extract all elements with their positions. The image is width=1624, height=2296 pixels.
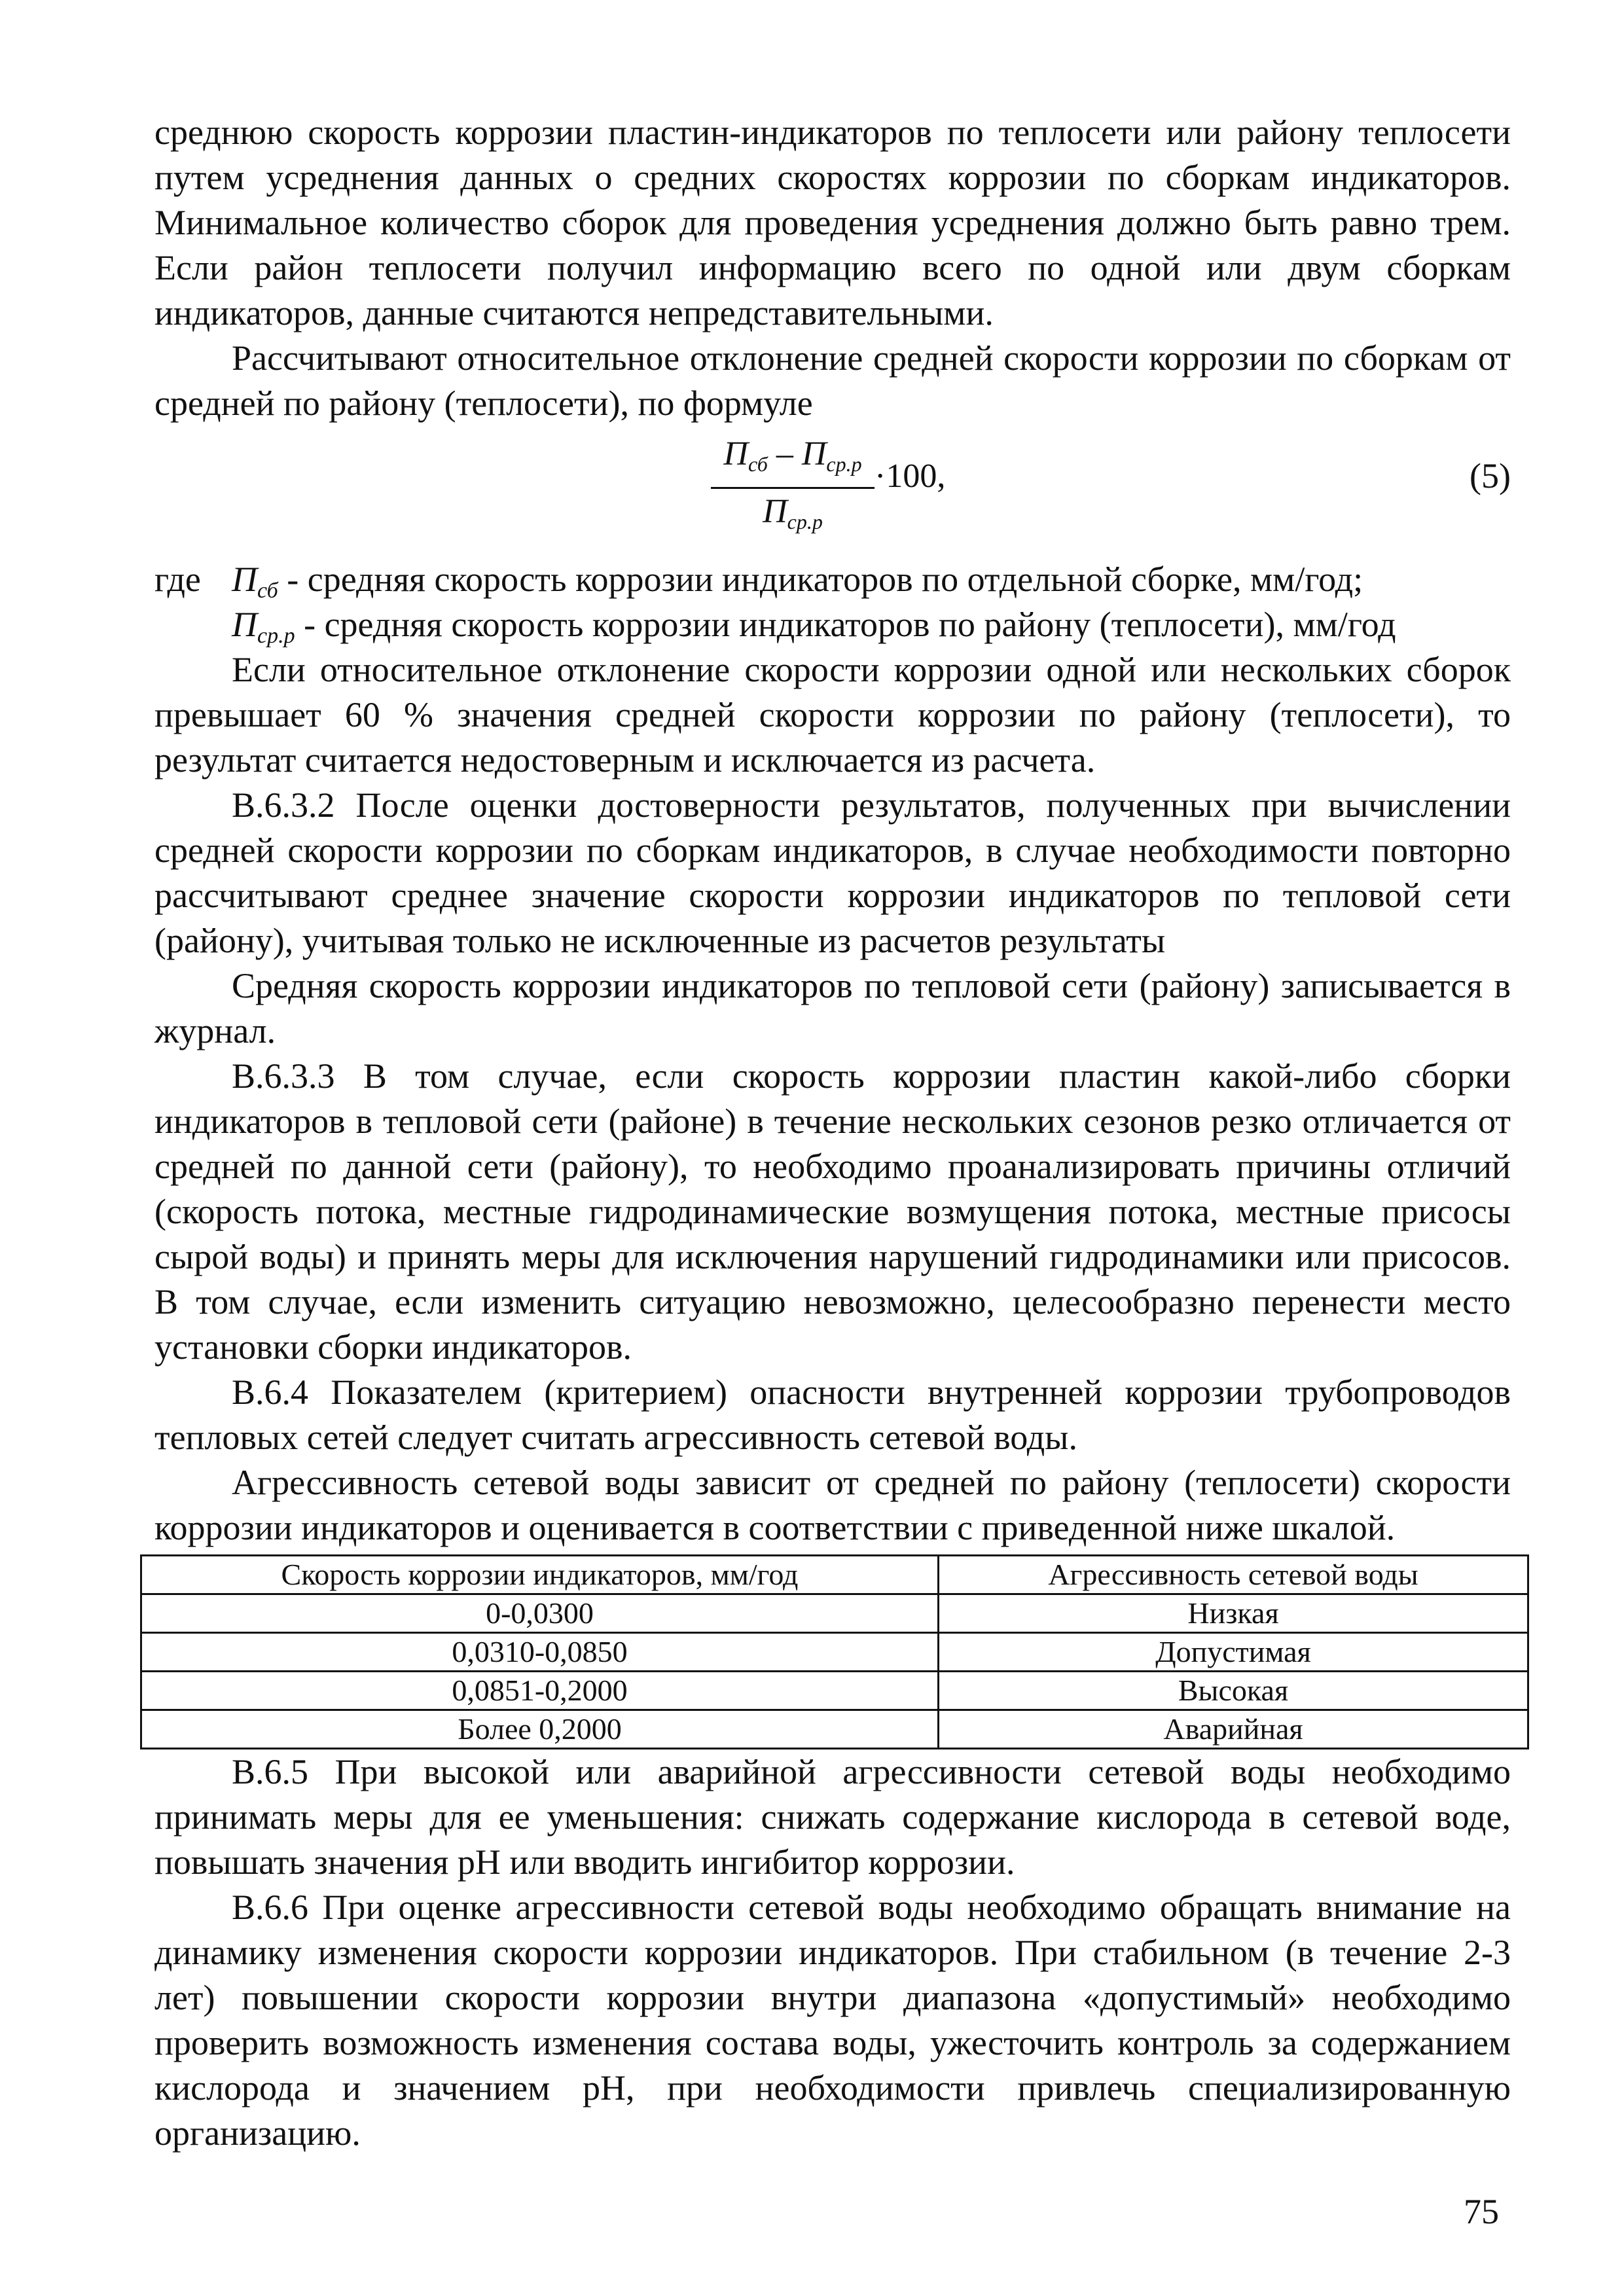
where-definition: - средняя скорость коррозии индикаторов по отдельной сборке, мм/год;	[278, 560, 1363, 599]
symbol-p-srr: $П_{ср.р}$	[232, 605, 295, 648]
paragraph-formula-intro: Рассчитывают относительное отклонение средней скорости коррозии по сборкам от средней по району (теплосети), по формуле	[154, 338, 1511, 423]
formula-fraction	[711, 434, 875, 545]
table-cell: 0,0310-0,0850	[141, 1633, 939, 1672]
formula-5	[154, 426, 1511, 557]
table-header-cell: Агрессивность сетевой воды	[939, 1556, 1528, 1594]
table-cell: Высокая	[939, 1672, 1528, 1710]
paragraph-b632: В.6.3.2 После оценки достоверности результатов, полученных при вычислении средней скорости коррозии по сборкам индикаторов, в случае необходимости повторно рассчитывают среднее значение скорости коррозии индикаторов по тепловой сети (району), учитывая только не исключенные из расчетов результаты	[154, 785, 1511, 960]
formula-denominator: $П_{ср.р}$	[763, 493, 823, 533]
paragraph: Если относительное отклонение скорости коррозии одной или нескольких сборок превышает 60 % значения средней скорости коррозии по району (теплосети), то результат считается недостоверным и исключается из расчета.	[154, 650, 1511, 780]
paragraph-b633: В.6.3.3 В том случае, если скорость коррозии пластин какой-либо сборки индикаторов в тепловой сети (районе) в течение нескольких сезонов резко отличается от средней по данной сети (району), то необходимо проанализировать причины отличий (скорость потока, местные гидродинамические возмущения потока, местные присосы сырой воды) и принять меры для исключения нарушений гидродинамики или присосов. В том случае, если изменить ситуацию невозможно, целесообразно перенести место установки сборки индикаторов.	[154, 1056, 1511, 1367]
table-cell: Низкая	[939, 1594, 1528, 1633]
table-cell: Допустимая	[939, 1633, 1528, 1672]
table-header-row	[141, 1556, 1528, 1594]
where-line-2	[154, 602, 1511, 647]
symbol-p-sb: $П_{сб}$	[232, 560, 278, 603]
formula-numerator: $П_{сб} - П_{ср.р}$	[711, 434, 875, 489]
paragraph: Агрессивность сетевой воды зависит от средней по району (теплосети) скорости коррозии индикаторов и оценивается в соответствии с приведенной ниже шкалой.	[154, 1463, 1511, 1547]
where-label: где	[154, 560, 201, 599]
paragraph-intro: среднюю скорость коррозии пластин-индикаторов по теплосети или району теплосети путем усреднения данных о средних скоростях коррозии по сборкам индикаторов. Минимальное количество сборок для проведения усреднения должно быть равно трем. Если район теплосети получил информацию всего по одной или двум сборкам индикаторов, данные считаются непредставительными.	[154, 113, 1511, 332]
table-row	[141, 1633, 1528, 1672]
table-header-cell: Скорость коррозии индикаторов, мм/год	[141, 1556, 939, 1594]
paragraph-b65: В.6.5 При высокой или аварийной агрессивности сетевой воды необходимо принимать меры для ее уменьшения: снижать содержание кислорода в сетевой воде, повышать значения pH или вводить ингибитор коррозии.	[154, 1752, 1511, 1882]
document-page	[154, 110, 1511, 2156]
table-cell: Более 0,2000	[141, 1710, 939, 1749]
paragraph-b64: В.6.4 Показателем (критерием) опасности внутренней коррозии трубопроводов тепловых сетей следует считать агрессивность сетевой воды.	[154, 1372, 1511, 1457]
where-line-1	[154, 557, 1511, 602]
page-number: 75	[1464, 2192, 1499, 2231]
table-cell: 0,0851-0,2000	[141, 1672, 939, 1710]
table-row	[141, 1594, 1528, 1633]
equation-number: (5)	[1470, 456, 1511, 495]
table-row	[141, 1710, 1528, 1749]
where-definition: - средняя скорость коррозии индикаторов по району (теплосети), мм/год	[295, 605, 1396, 644]
paragraph-b66: В.6.6 При оценке агрессивности сетевой воды необходимо обращать внимание на динамику изменения скорости коррозии индикаторов. При стабильном (в течение 2-3 лет) повышении скорости коррозии внутри диапазона «допустимый» необходимо проверить возможность изменения состава воды, ужесточить контроль за содержанием кислорода и значением pH, при необходимости привлечь специализированную организацию.	[154, 1888, 1511, 2153]
table-row	[141, 1672, 1528, 1710]
table-cell: Аварийная	[939, 1710, 1528, 1749]
paragraph: Средняя скорость коррозии индикаторов по тепловой сети (району) записывается в журнал.	[154, 966, 1511, 1050]
formula-multiplier: ·100,	[875, 457, 946, 495]
table-cell: 0-0,0300	[141, 1594, 939, 1633]
aggressiveness-table	[140, 1554, 1529, 1749]
